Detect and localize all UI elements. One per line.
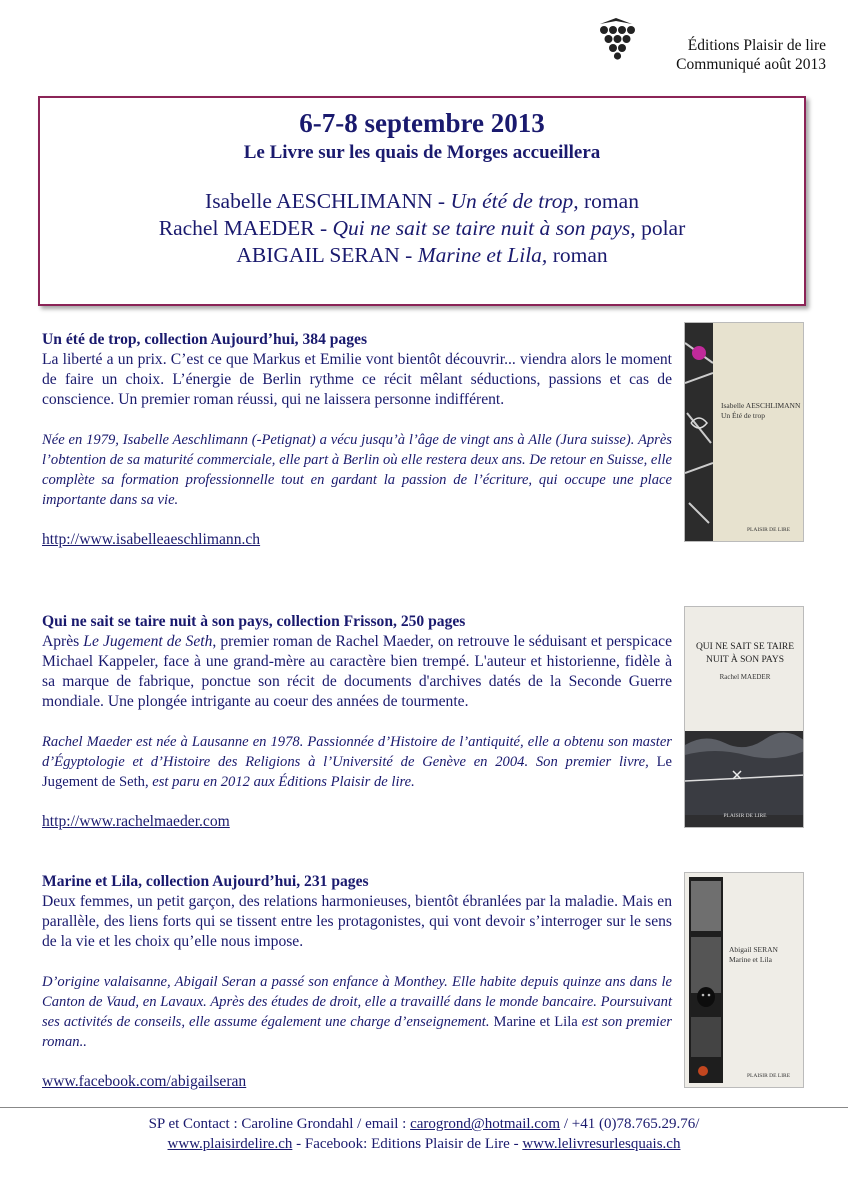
- book-1-description: La liberté a un prix. C’est ce que Markus et Emilie vont bientôt découvrir... viendra alors le moment de faire un choix. L’énergie de Berlin rythme ce récit mêlant séductions, passions et cas de conscience. Un premier roman réussi, qui ne laissera personne indifférent.: [42, 351, 672, 408]
- book-2-author-bio: [42, 732, 672, 792]
- footer-facebook-text: - Facebook: Editions Plaisir de Lire -: [292, 1136, 523, 1152]
- banner-genre-3: roman: [547, 243, 608, 267]
- book-2-desc-a: Après: [42, 633, 84, 650]
- footer-phone: / +41 (0)78.765.29.76/: [560, 1116, 700, 1132]
- book-3-author-bio: [42, 972, 672, 1052]
- book-3-cover-author: Abigail SERAN: [729, 945, 778, 954]
- book-3-cover-title: Marine et Lila: [729, 955, 772, 964]
- banner-title-3: Marine et Lila,: [417, 243, 548, 267]
- book-section-1: [42, 330, 672, 550]
- book-1-cover-publisher: PLAISIR DE LIRE: [747, 527, 791, 533]
- footer-line-1: [0, 1114, 848, 1134]
- book-2-desc-b: , premier roman de Rachel Maeder, on retrouve le séduisant et perspicace Michael Kappeler, face à une grand-mère au caractère bien trempé. L'auteur et historienne, fidèle à sa marque de fabrique, ponctue son récit de documents d'archives datés de la Seconde Guerre mondiale. Une plongée intrigante au coeur des années de tourmente.: [42, 633, 672, 710]
- book-3-cover-publisher: PLAISIR DE LIRE: [747, 1073, 791, 1079]
- footer-email-link[interactable]: carogrond@hotmail.com: [410, 1116, 561, 1132]
- book-1-heading: Un été de trop, collection Aujourd’hui, 384 pages: [42, 331, 368, 348]
- book-2-cover: [684, 606, 804, 828]
- book-3-heading: Marine et Lila, collection Aujourd’hui, 231 pages: [42, 873, 369, 890]
- book-2-description: [42, 632, 672, 712]
- banner-genre-2: polar: [635, 216, 686, 240]
- book-1-cover: [684, 322, 804, 542]
- book-3-description: Deux femmes, un petit garçon, des relations harmonieuses, bientôt ébranlées par la maladie. Mais en parallèle, des liens forts qui se tissent entre les protagonistes, qui vont devoir s’interroger sur le sens de la vie et les choix qu’elle nous impose.: [42, 893, 672, 950]
- footer-divider: [0, 1107, 848, 1108]
- banner-title-2: Qui ne sait se taire nuit à son pays,: [332, 216, 636, 240]
- banner-line-1: [40, 188, 804, 215]
- banner-line-3: [40, 242, 804, 269]
- event-date: 6-7-8 septembre 2013: [299, 108, 545, 138]
- book-section-2: [42, 612, 672, 832]
- book-3-bio-b: est son premier roman..: [42, 1014, 672, 1050]
- book-2-cover-publisher: PLAISIR DE LIRE: [723, 813, 767, 819]
- footer-site-link-2[interactable]: www.lelivresurlesquais.ch: [522, 1136, 681, 1152]
- footer-line-2: [0, 1134, 848, 1154]
- banner-author-3: ABIGAIL SERAN -: [236, 243, 418, 267]
- book-2-bio-upright: Le Jugement de Seth,: [42, 754, 672, 790]
- banner-title-1: Un été de trop,: [450, 189, 579, 213]
- book-2-heading: Qui ne sait se taire nuit à son pays, collection Frisson, 250 pages: [42, 613, 466, 630]
- book-2-desc-italic: Le Jugement de Seth: [83, 633, 213, 650]
- banner-line-2: [40, 215, 804, 242]
- event-banner: [38, 96, 806, 306]
- book-2-cover-title-1: QUI NE SAIT SE TAIRE: [695, 642, 795, 652]
- banner-author-2: Rachel MAEDER -: [158, 216, 333, 240]
- book-1-author-bio: Née en 1979, Isabelle Aeschlimann (-Petignat) a vécu jusqu’à l’âge de vingt ans à Alle (Jura suisse). Après l’obtention de sa maturité commerciale, elle part à Berlin où elle restera deux ans. De retour en Suisse, elle complète sa formation professionnelle tout en gardant la passion de l’écriture, qui occupe une place importante dans sa vie.: [42, 432, 672, 508]
- footer-contact-text: SP et Contact : Caroline Grondahl / email :: [148, 1116, 411, 1132]
- event-subtitle: Le Livre sur les quais de Morges accueillera: [243, 142, 601, 163]
- book-1-cover-title: Un Été de trop: [721, 411, 765, 420]
- book-3-bio-a: D’origine valaisanne, Abigail Seran a passé son enfance à Monthey. Elle habite depuis quinze ans dans le Canton de Vaud, en Lavaux. Après des études de droit, elle a travaillé dans le monde bancaire. Poursuivant ses activités de conseils, elle assume également une charge d’enseignement.: [42, 974, 672, 1030]
- banner-author-1: Isabelle AESCHLIMANN -: [205, 189, 451, 213]
- book-3-bio-upright: Marine et Lila: [493, 1014, 578, 1030]
- book-2-cover-author: Rachel MAEDER: [719, 673, 771, 681]
- book-1-author-link[interactable]: http://www.isabelleaeschlimann.ch: [42, 531, 261, 548]
- book-1-cover-author: Isabelle AESCHLIMANN: [721, 401, 801, 410]
- release-date: Communiqué août 2013: [676, 56, 826, 73]
- footer-site-link-1[interactable]: www.plaisirdelire.ch: [167, 1136, 293, 1152]
- book-3-cover-cat-window-photo: [689, 877, 723, 1083]
- publisher-name: Éditions Plaisir de lire: [687, 37, 826, 54]
- book-3-cover: [684, 872, 804, 1088]
- book-2-bio-a: Rachel Maeder est née à Lausanne en 1978. Passionnée d’Histoire de l’antiquité, elle a obtenu son master d’Égyptologie et d’Histoire des Religions à l’Université de Genève en 2004. Son premier livre,: [42, 734, 672, 770]
- book-2-author-link[interactable]: http://www.rachelmaeder.com: [42, 813, 230, 830]
- book-1-cover-graffiti-strip: [685, 323, 713, 541]
- book-2-cover-title-2: NUIT À SON PAYS: [705, 655, 785, 665]
- footer-contact: [0, 1114, 848, 1154]
- banner-genre-1: roman: [578, 189, 639, 213]
- book-2-cover-barbed-wire-landscape: [685, 725, 804, 815]
- book-2-bio-b: est paru en 2012 aux Éditions Plaisir de lire.: [148, 774, 415, 790]
- book-section-3: [42, 872, 672, 1092]
- book-3-author-link[interactable]: www.facebook.com/abigailseran: [42, 1073, 247, 1090]
- header-text: [600, 36, 826, 74]
